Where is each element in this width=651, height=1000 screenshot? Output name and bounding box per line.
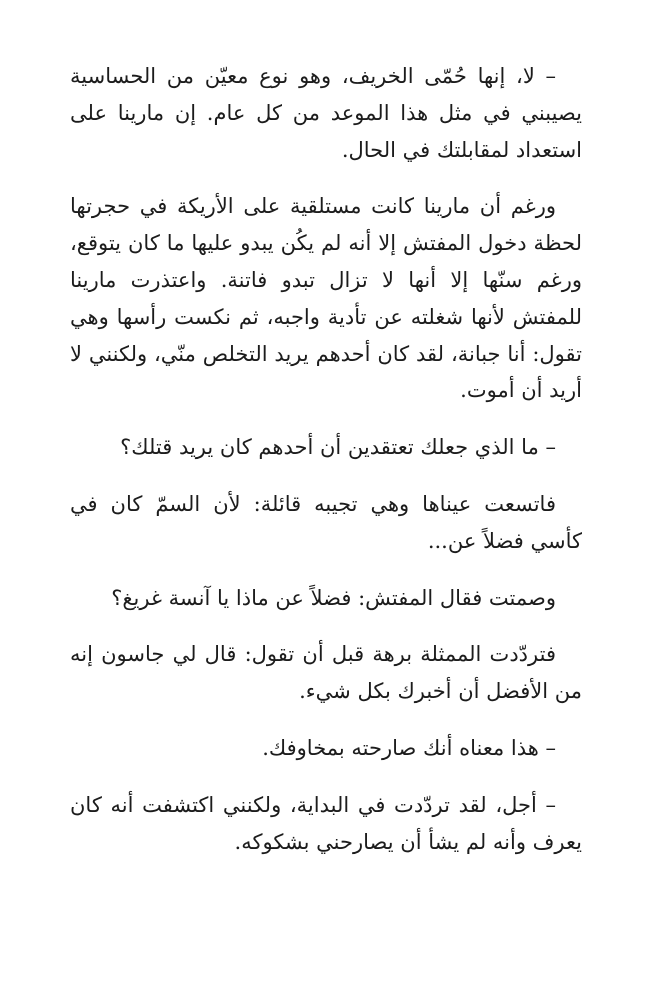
paragraph-6: فتردّدت الممثلة برهة قبل أن تقول: قال لي جاسون إنه من الأفضل أن أخبرك بكل شيء. — [70, 642, 582, 704]
paragraph-2: ورغم أن مارينا كانت مستلقية على الأريكة في حجرتها لحظة دخول المفتش إلا أنه لم يكُن يبدو عليها ما كان يتوقع، ورغم سنّها إلا أنها لا تزال تبدو فاتنة. واعتذرت مارينا للمفتش لأنها شغلته عن تأدية واجبه، ثم نكست رأسها وهي تقول: أنا جبانة، لقد كان أحدهم يريد التخلص منّي، ولكنني لا أريد أن أموت. — [70, 194, 582, 403]
book-page — [70, 58, 582, 860]
paragraph-8: – أجل، لقد تردّدت في البداية، ولكنني اكتشفت أنه كان يعرف وأنه لم يشأ أن يصارحني بشكوكه. — [70, 792, 582, 854]
paragraph-4: فاتسعت عيناها وهي تجيبه قائلة: لأن السمّ كان في كأسي فضلاً عن... — [70, 491, 582, 553]
paragraph-3: – ما الذي جعلك تعتقدين أن أحدهم كان يريد قتلك؟ — [120, 435, 556, 460]
paragraph-7: – هذا معناه أنك صارحته بمخاوفك. — [262, 735, 556, 760]
paragraph-5: وصمتت فقال المفتش: فضلاً عن ماذا يا آنسة غريغ؟ — [111, 585, 556, 610]
paragraph-1: – لا، إنها حُمّى الخريف، وهو نوع معيّن من الحساسية يصيبني في مثل هذا الموعد من كل عام. إن مارينا على استعداد لمقابلتك في الحال. — [70, 64, 582, 162]
